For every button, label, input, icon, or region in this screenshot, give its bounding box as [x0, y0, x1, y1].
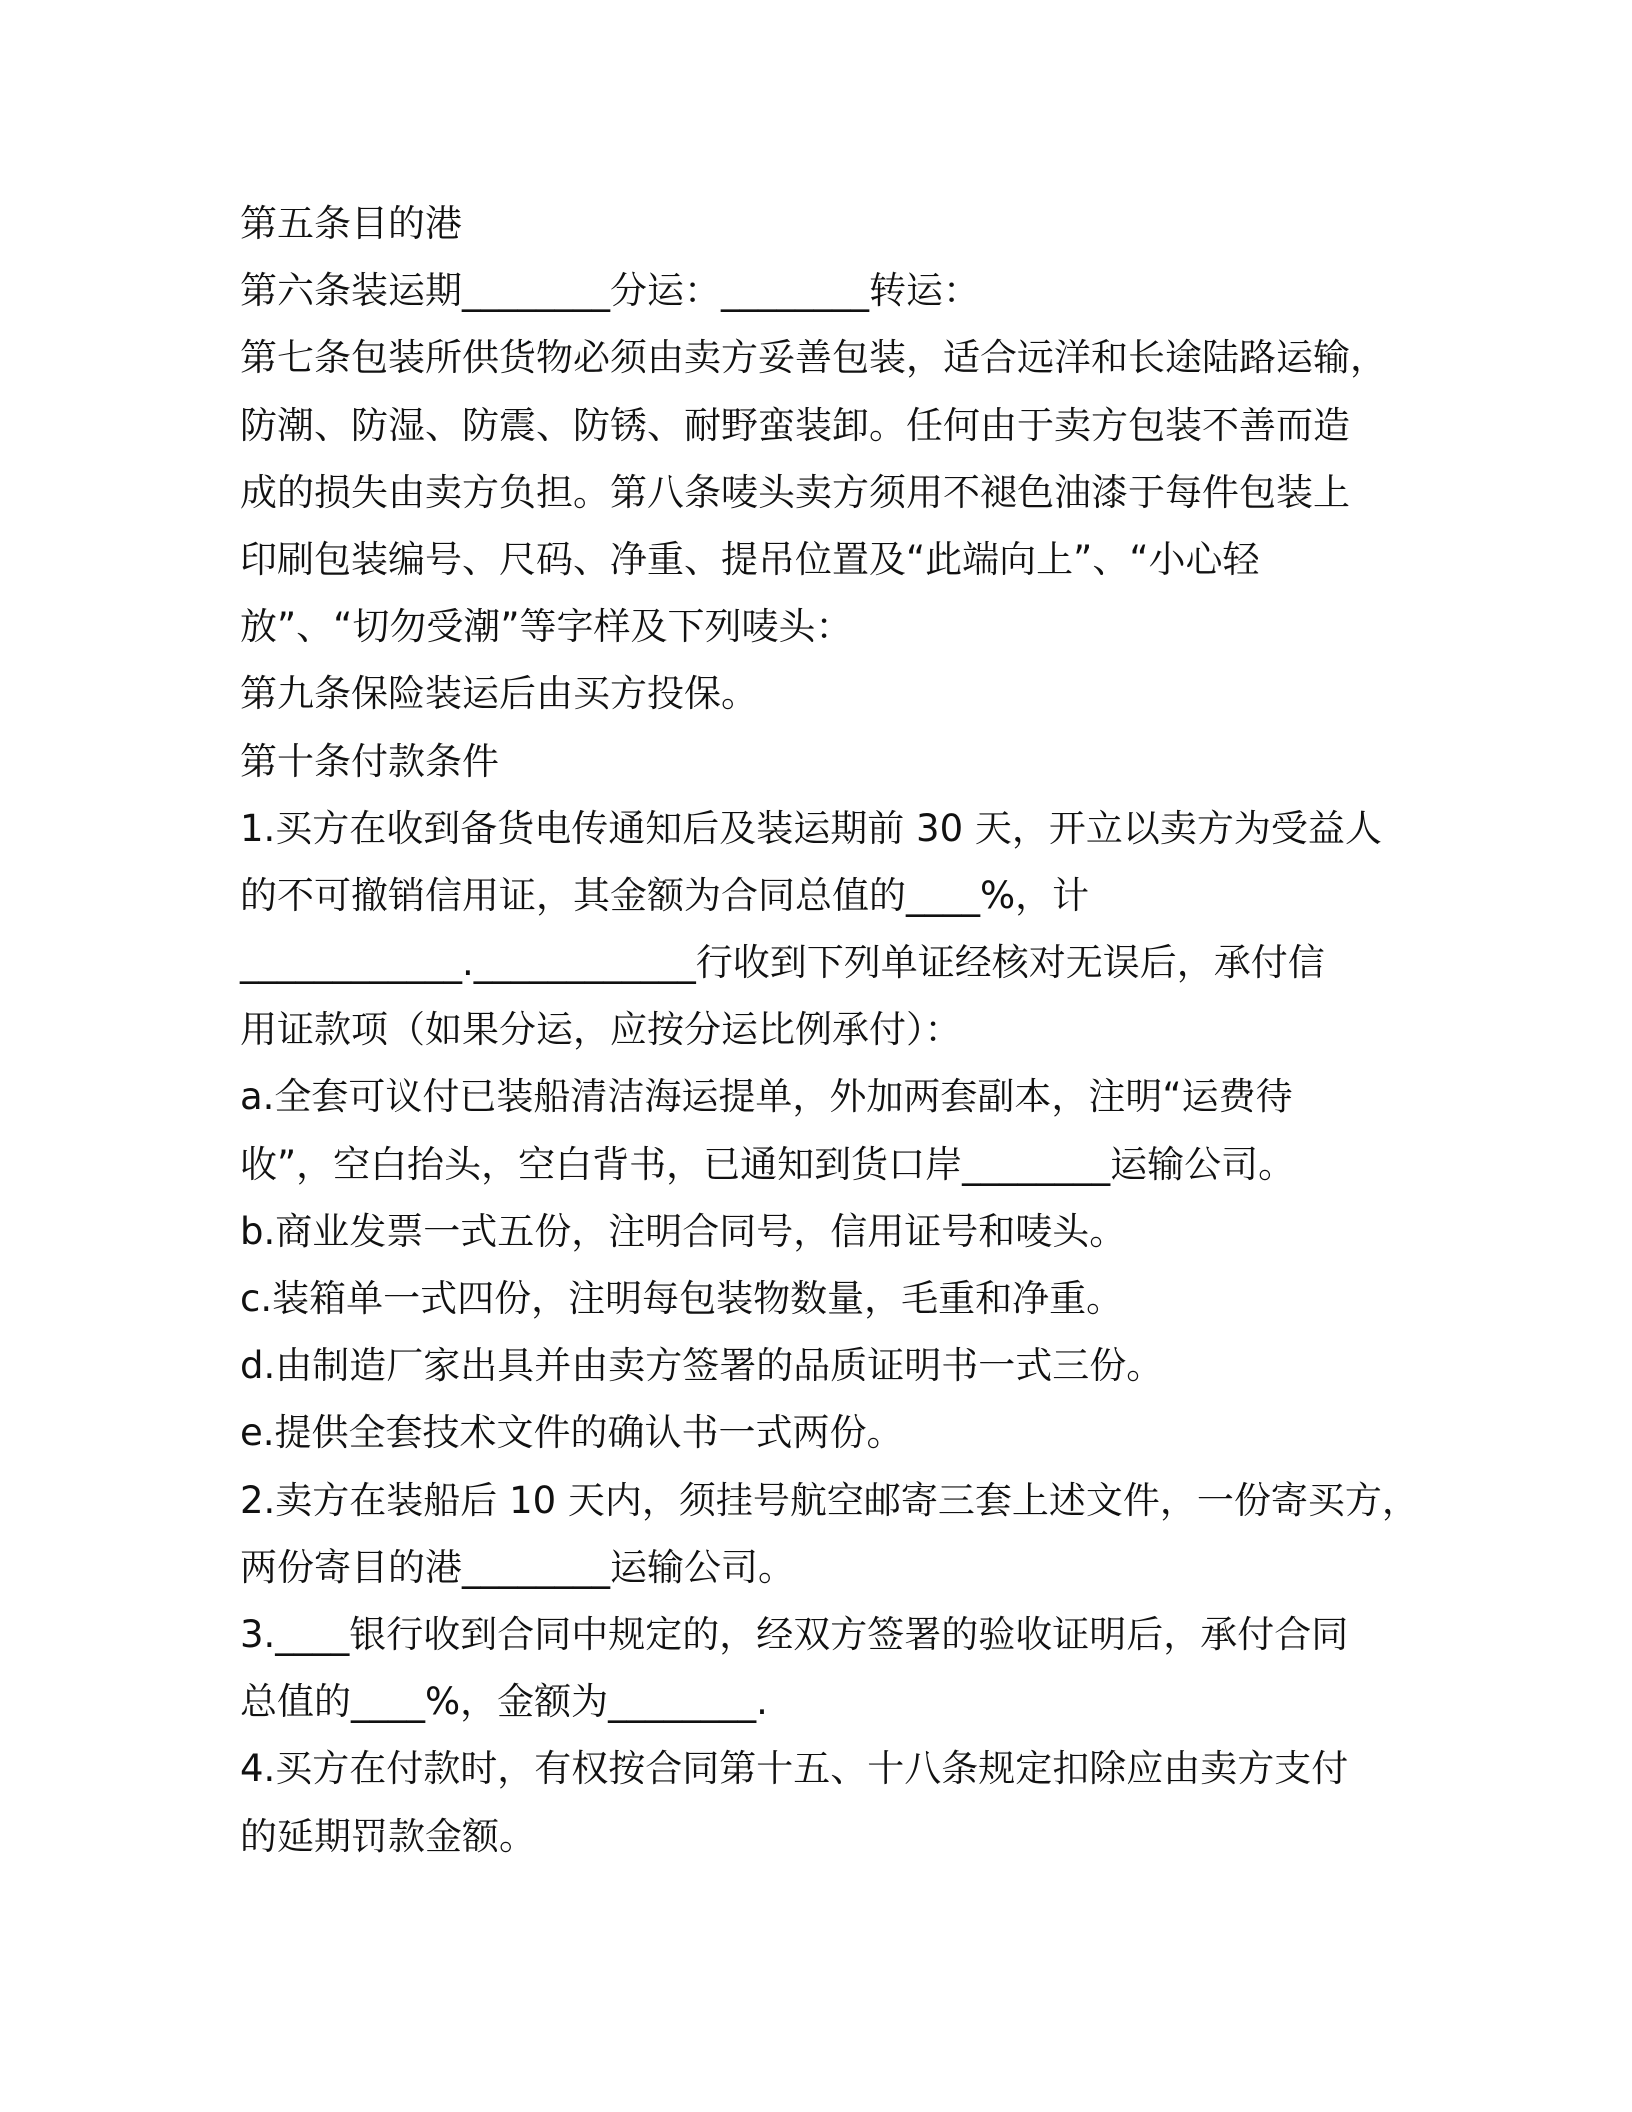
clause-5-destination-port: 第五条目的港 [240, 202, 462, 245]
contract-text [240, 190, 1460, 1870]
document-item-b: b.商业发票一式五份，注明合同号，信用证号和唛头。 [240, 1209, 1127, 1253]
clause-8-marks-line-2: 印刷包装编号、尺码、净重、提吊位置及“此端向上”、“小心轻 [240, 537, 1260, 581]
document-item-e: e.提供全套技术文件的确认书一式两份。 [240, 1411, 904, 1455]
clause-8-marks-line-3: 放”、“切勿受潮”等字样及下列唛头： [240, 605, 853, 649]
payment-item-2-line-2: 两份寄目的港________运输公司。 [240, 1545, 795, 1589]
payment-item-4-line-2: 的延期罚款金额。 [240, 1814, 536, 1858]
payment-item-1-line-3: ____________.____________行收到下列单证经核对无误后，承付信 [240, 941, 1325, 985]
document-item-d: d.由制造厂家出具并由卖方签署的品质证明书一式三份。 [240, 1344, 1164, 1388]
payment-item-3-line-1: 3.____银行收到合同中规定的，经双方签署的验收证明后，承付合同 [240, 1612, 1349, 1656]
clause-7-packing-line-2: 防潮、防湿、防震、防锈、耐野蛮装卸。任何由于卖方包装不善而造 [240, 403, 1350, 447]
clause-7-packing-line-1: 第七条包装所供货物必须由卖方妥善包装，适合远洋和长途陆路运输， [240, 336, 1387, 380]
document-item-a-line-2: 收”，空白抬头，空白背书，已通知到货口岸________运输公司。 [240, 1142, 1296, 1186]
payment-item-1-line-4: 用证款项（如果分运，应按分运比例承付）： [240, 1008, 962, 1052]
payment-item-1-line-1: 1.买方在收到备货电传通知后及装运期前 30 天，开立以卖方为受益人 [240, 806, 1382, 850]
payment-item-2-line-1: 2.卖方在装船后 10 天内，须挂号航空邮寄三套上述文件，一份寄买方， [240, 1478, 1419, 1522]
payment-item-1-line-2: 的不可撤销信用证，其金额为合同总值的____%，计 [240, 873, 1090, 917]
payment-item-4-line-1: 4.买方在付款时，有权按合同第十五、十八条规定扣除应由卖方支付 [240, 1747, 1349, 1791]
clause-10-payment-heading: 第十条付款条件 [240, 739, 499, 783]
document-item-a-line-1: a.全套可议付已装船清洁海运提单，外加两套副本，注明“运费待 [240, 1075, 1293, 1119]
document-item-c: c.装箱单一式四份，注明每包装物数量，毛重和净重。 [240, 1277, 1124, 1320]
clause-6-shipment-period: 第六条装运期________分运：________转运： [240, 269, 980, 313]
clause-9-insurance: 第九条保险装运后由买方投保。 [240, 672, 758, 716]
payment-item-3-line-2: 总值的____%，金额为________. [240, 1680, 768, 1724]
clause-8-marks-line-1: 成的损失由卖方负担。第八条唛头卖方须用不褪色油漆于每件包装上 [240, 470, 1350, 514]
